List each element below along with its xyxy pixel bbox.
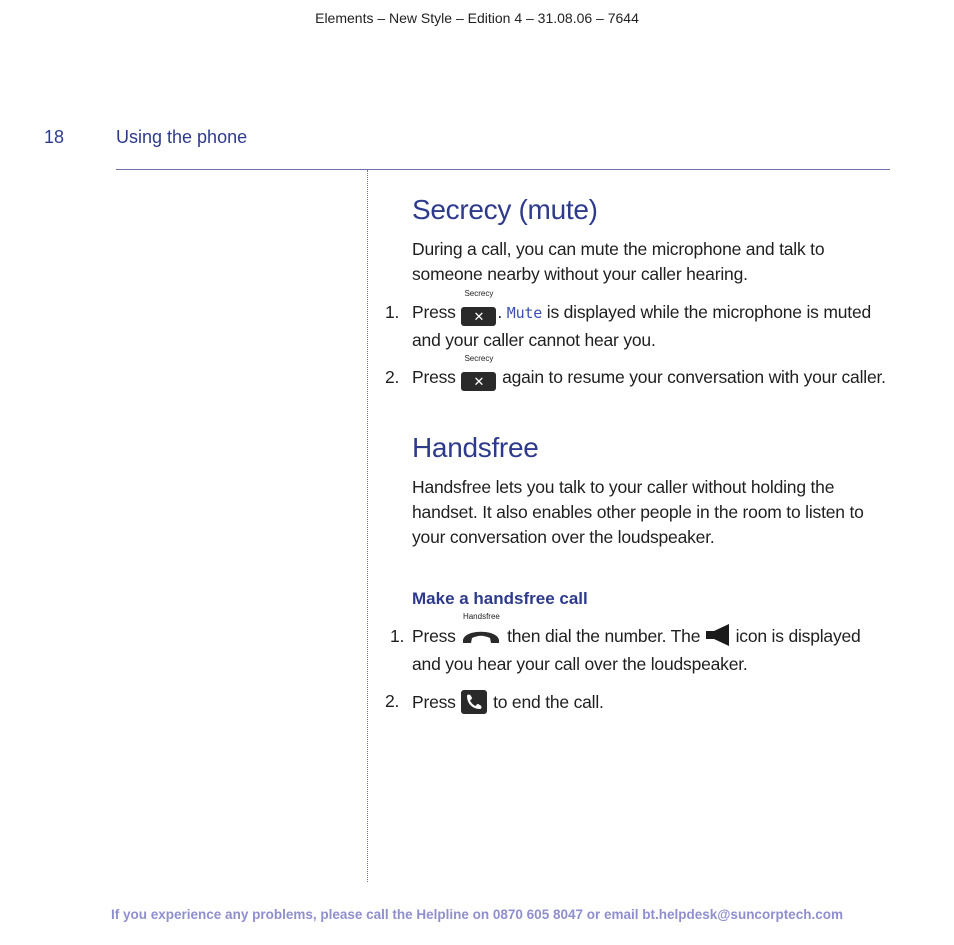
list-item — [385, 289, 892, 353]
page-number: 18 — [44, 127, 65, 147]
step-text: Press — [412, 692, 456, 712]
step-text: icon is displayed and you hear your call over the loudspeaker. — [412, 626, 861, 674]
secrecy-key — [461, 289, 496, 328]
display-mute-text: Mute — [506, 304, 543, 322]
secrecy-x-key-icon: ✕ — [461, 372, 496, 391]
key-caption: Secrecy — [464, 289, 494, 298]
step-number: 1. — [390, 626, 405, 646]
step-text: Press — [412, 302, 456, 322]
document-meta: Elements – New Style – Edition 4 – 31.08.06 – 7644 — [315, 10, 639, 26]
secrecy-x-key-icon: ✕ — [461, 307, 496, 326]
speaker-icon — [705, 624, 731, 646]
step-text: Press — [412, 626, 456, 646]
secrecy-key — [461, 354, 496, 393]
step-text: Press — [412, 367, 456, 387]
step-text: then dial the number. The — [507, 626, 701, 646]
secrecy-intro: During a call, you can mute the microphone and talk to someone nearby without your caller hearing. — [412, 239, 825, 284]
step-number: 1. — [385, 302, 400, 322]
end-call-key-icon — [460, 689, 488, 715]
handsfree-steps — [385, 612, 892, 715]
secrecy-steps — [385, 289, 892, 393]
handsfree-heading: Handsfree — [412, 432, 539, 463]
step-text: is displayed while the microphone is muted and your caller cannot hear you. — [412, 302, 872, 350]
secrecy-heading: Secrecy (mute) — [412, 194, 598, 225]
step-text: again to resume your conversation with your caller. — [502, 367, 886, 387]
list-item — [390, 612, 892, 677]
list-item — [385, 354, 892, 393]
key-caption: Secrecy — [464, 354, 494, 363]
main-content — [385, 190, 892, 715]
handsfree-subheading: Make a handsfree call — [412, 589, 588, 608]
step-number: 2. — [385, 691, 400, 711]
section-title: Using the phone — [116, 127, 248, 147]
list-item — [385, 689, 892, 715]
helpline-footer: If you experience any problems, please call the Helpline on 0870 605 8047 or email bt.helpdesk@suncorptech.com — [111, 907, 843, 922]
column-divider — [367, 170, 368, 882]
handsfree-handset-key-icon — [461, 626, 501, 645]
handsfree-key — [461, 612, 501, 652]
key-caption: Handsfree — [462, 612, 500, 621]
step-text: . — [497, 302, 503, 322]
step-number: 2. — [385, 367, 400, 387]
header-rule — [116, 169, 890, 170]
handsfree-intro: Handsfree lets you talk to your caller without holding the handset. It also enables other people in the room to listen to your conversation over the loudspeaker. — [412, 477, 864, 547]
step-text: to end the call. — [493, 692, 604, 712]
